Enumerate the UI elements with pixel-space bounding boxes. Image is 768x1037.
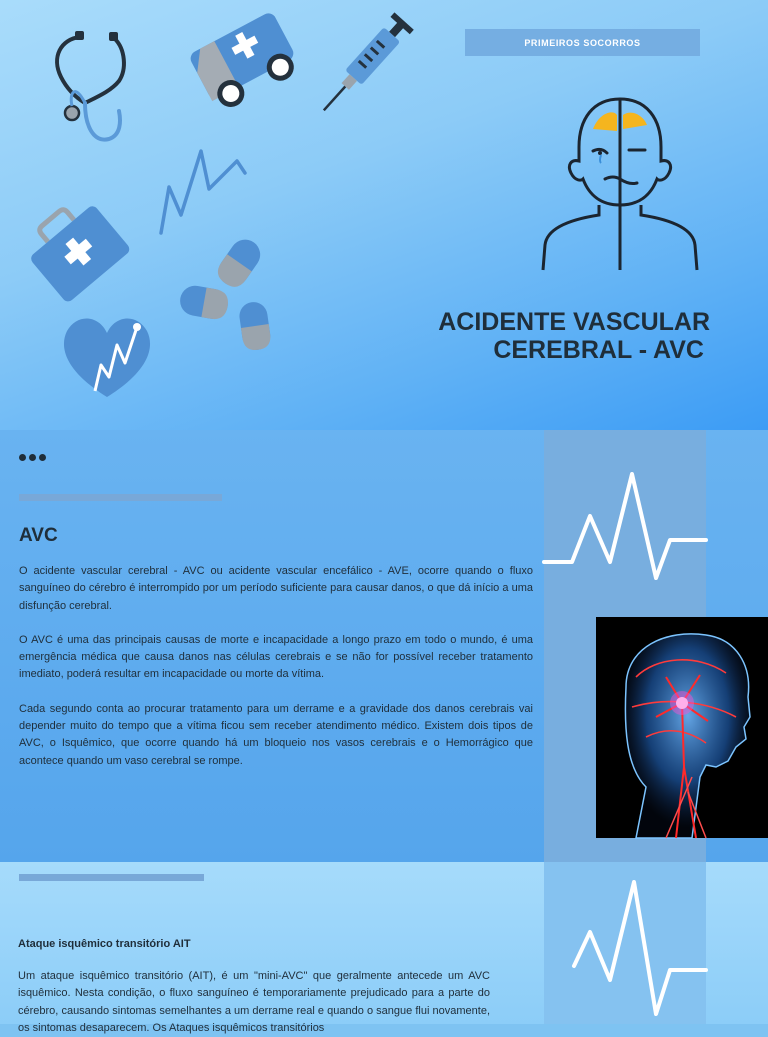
avc-section bbox=[0, 430, 768, 862]
paragraph: Um ataque isquêmico transitório (AIT), é um "mini-AVC" que geralmente antecede um AVC isquêmico. Nesta condição, o fluxo sanguíneo é temporariamente prejudicado para a parte do cérebro, causando sintomas semelhantes a um derrame real e quando o sangue flui novamente, os sintomas desaparecem. Os Ataques isquêmicos transitórios bbox=[18, 970, 490, 1034]
paragraph: O AVC é uma das principais causas de morte e incapacidade a longo prazo em todo o mundo, é uma emergência médica que causa danos nas células cerebrais e se não for possível receber tratamento imediato, poderá resultar em incapacidade ou morte da vítima. bbox=[19, 633, 533, 681]
title-line-1: ACIDENTE VASCULAR bbox=[438, 308, 710, 336]
divider-bar bbox=[19, 874, 204, 881]
section-heading: Ataque isquêmico transitório AIT bbox=[18, 938, 191, 950]
heartbeat-line-icon bbox=[544, 874, 706, 1024]
category-tag: PRIMEIROS SOCORROS bbox=[465, 29, 700, 56]
divider-bar bbox=[19, 494, 222, 501]
heartbeat-line-icon bbox=[544, 450, 706, 585]
avc-body bbox=[19, 563, 533, 787]
ambulance-icon bbox=[185, 0, 300, 115]
paragraph: Cada segundo conta ao procurar tratamento para um derrame e a gravidade dos danos cerebrais vai depender muito do tempo que a vítima ficou sem receber atendimento médico. Existem dois tipos de AVC, o Isquêmico, que ocorre quando há um bloqueio nos vasos cerebrais e o Hemorrágico que acontece quando um vaso cerebral se rompe. bbox=[19, 702, 533, 767]
first-aid-kit-icon bbox=[20, 195, 135, 305]
heart-pulse-icon bbox=[55, 305, 160, 405]
cover-section bbox=[0, 0, 768, 430]
more-dots-icon bbox=[19, 454, 46, 461]
paragraph: O acidente vascular cerebral - AVC ou acidente vascular encefálico - AVE, ocorre quando o fluxo sanguíneo do cérebro é interrompido por um período suficiente para causar danos, o que dá início a uma disfunção cerebral. bbox=[19, 565, 533, 612]
stroke-face-icon bbox=[535, 95, 705, 275]
section-heading: AVC bbox=[19, 525, 58, 546]
page-title bbox=[380, 308, 710, 364]
heartbeat-line-icon bbox=[155, 145, 250, 240]
stethoscope-icon bbox=[45, 25, 130, 150]
ait-section bbox=[0, 862, 768, 1034]
syringe-icon bbox=[305, 0, 435, 118]
pills-icon bbox=[170, 232, 280, 357]
title-line-2: CEREBRAL - AVC bbox=[493, 336, 704, 364]
brain-scan-image bbox=[596, 617, 768, 838]
side-stripe bbox=[544, 862, 706, 1024]
